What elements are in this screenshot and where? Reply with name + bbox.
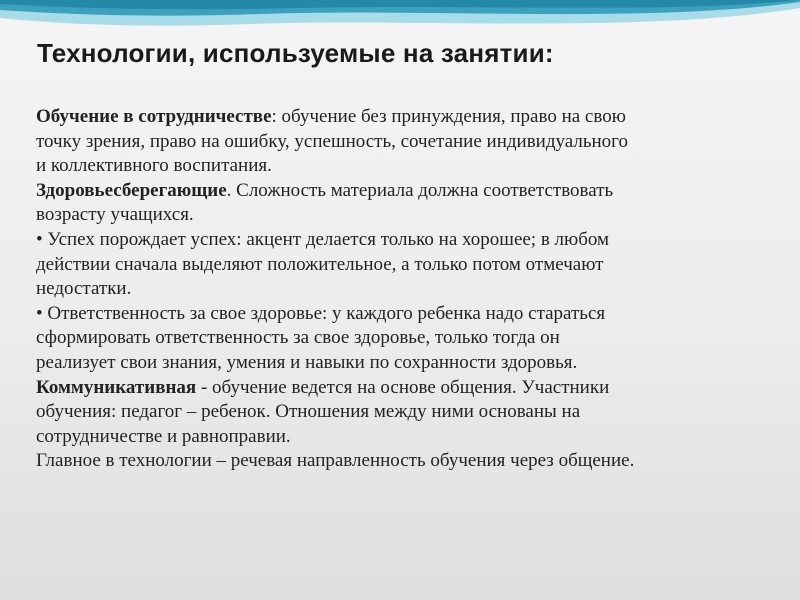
body-line bbox=[36, 179, 756, 204]
body-line-text: Главное в технологии – речевая направленность обучения через общение. bbox=[36, 450, 635, 472]
body-line bbox=[36, 130, 756, 155]
body-line bbox=[36, 400, 756, 425]
body-line bbox=[36, 376, 756, 401]
body-line-bold: Коммуникативная bbox=[36, 376, 197, 398]
body-line-text: возрасту учащихся. bbox=[36, 204, 194, 226]
body-line-text: действии сначала выделяют положительное, а только потом отмечают bbox=[36, 253, 604, 275]
body-line-text: и коллективного воспитания. bbox=[36, 155, 272, 177]
body-line bbox=[36, 449, 756, 474]
body-line bbox=[36, 277, 756, 302]
slide-body bbox=[36, 105, 756, 474]
body-line-text: • Ответственность за свое здоровье: у каждого ребенка надо стараться bbox=[36, 302, 606, 324]
body-line-text: недостатки. bbox=[36, 278, 132, 300]
body-line bbox=[36, 351, 756, 376]
body-line-text: обучения: педагог – ребенок. Отношения между ними основаны на bbox=[36, 401, 581, 423]
body-line bbox=[36, 228, 756, 253]
body-line-text: реализует свои знания, умения и навыки по сохранности здоровья. bbox=[36, 351, 578, 373]
body-line-bold: Здоровьесберегающие bbox=[36, 179, 227, 201]
body-line-text: . Сложность материала должна соответствовать bbox=[226, 179, 614, 201]
body-line-text: • Успех порождает успех: акцент делается только на хорошее; в любом bbox=[36, 228, 610, 250]
top-wave-decoration bbox=[0, 0, 800, 40]
slide-title: Технологии, используемые на занятии: bbox=[37, 38, 554, 68]
body-line bbox=[36, 302, 756, 327]
body-line-text: : обучение без принуждения, право на свою bbox=[271, 106, 626, 127]
body-line bbox=[36, 326, 756, 351]
body-line-text: точку зрения, право на ошибку, успешность, сочетание индивидуального bbox=[36, 130, 628, 152]
body-line bbox=[36, 154, 756, 179]
body-line bbox=[36, 253, 756, 278]
body-line-bold: Обучение в сотрудничестве bbox=[36, 106, 272, 127]
body-line bbox=[36, 105, 756, 130]
body-line-text: сформировать ответственность за свое здоровье, только тогда он bbox=[36, 327, 560, 349]
body-line bbox=[36, 425, 756, 450]
body-line-text: - обучение ведется на основе общения. Участники bbox=[196, 376, 610, 398]
body-line-text: сотрудничестве и равноправии. bbox=[36, 425, 291, 447]
body-line bbox=[36, 203, 756, 228]
